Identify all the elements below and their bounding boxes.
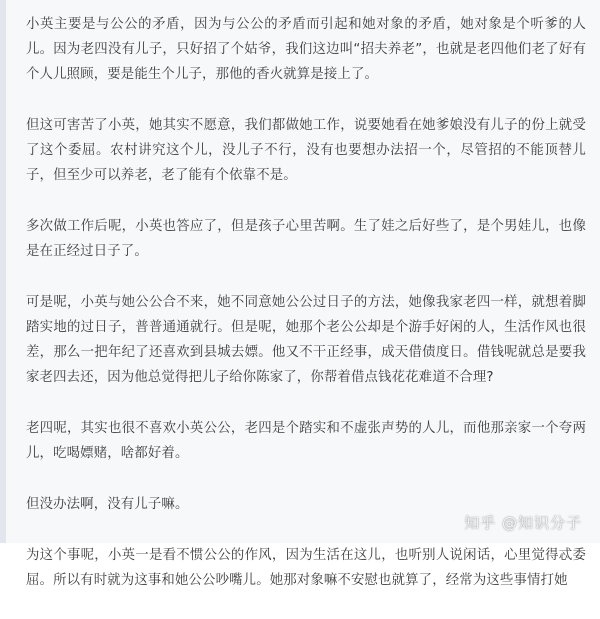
paragraph-1: 小英主要是与公公的矛盾，因为与公公的矛盾而引起和她对象的矛盾，她对象是个听爹的人儿。因为老四没有儿子，只好招了个姑爷，我们这边叫“招夫养老”，也就是老四他们老了好有个人儿照顾，要是能生个儿子，那他的香火就算是接上了。: [26, 17, 586, 82]
paragraph-4: 可是呢，小英与她公公合不来，她不同意她公公过日子的方法，她像我家老四一样，就想着脚踏实地的过日子，普普通通就行。但是呢，她那个老公公却是个游手好闲的人，生活作风也很差，那么一把年纪了还喜欢到县城去嫖。他又不干正经事，成天借债度日。借钱呢就总是要我家老四去还，因为他总觉得把儿子给你陈家了，你帮着借点钱花花难道不合理?: [26, 295, 586, 385]
paragraph-5: 老四呢，其实也很不喜欢小英公公，老四是个踏实和不虚张声势的人儿，而他那亲家一个夸两儿，吃喝嫖赌，啥都好着。: [26, 421, 586, 461]
paragraph-6: 但没办法啊，没有儿子嘛。: [26, 497, 189, 512]
paragraph-3: 多次做工作后呢，小英也答应了，但是孩子心里苦啊。生了娃之后好些了，是个男娃儿，也像是在正经过日子了。: [26, 219, 586, 259]
quote-left-border: [0, 0, 6, 543]
paragraph-2: 但这可害苦了小英，她其实不愿意，我们都做她工作，说要她看在她爹娘没有儿子的份上就受了这个委屈。农村讲究这个儿，没儿子不行，没有也要想办法招一个，尽管招的不能顶替儿子，但至少可以养老，老了能有个依靠不是。: [26, 118, 586, 183]
paragraph-7: 为这个事呢，小英一是看不惯公公的作风，因为生活在这儿，也听别人说闲话，心里觉得忒委屈。所以有时就为这事和她公公吵嘴儿。她那对象嘛不安慰也就算了，经常为这些事情打她: [26, 548, 586, 588]
zhihu-watermark: 知乎 @知识分子: [464, 514, 582, 532]
